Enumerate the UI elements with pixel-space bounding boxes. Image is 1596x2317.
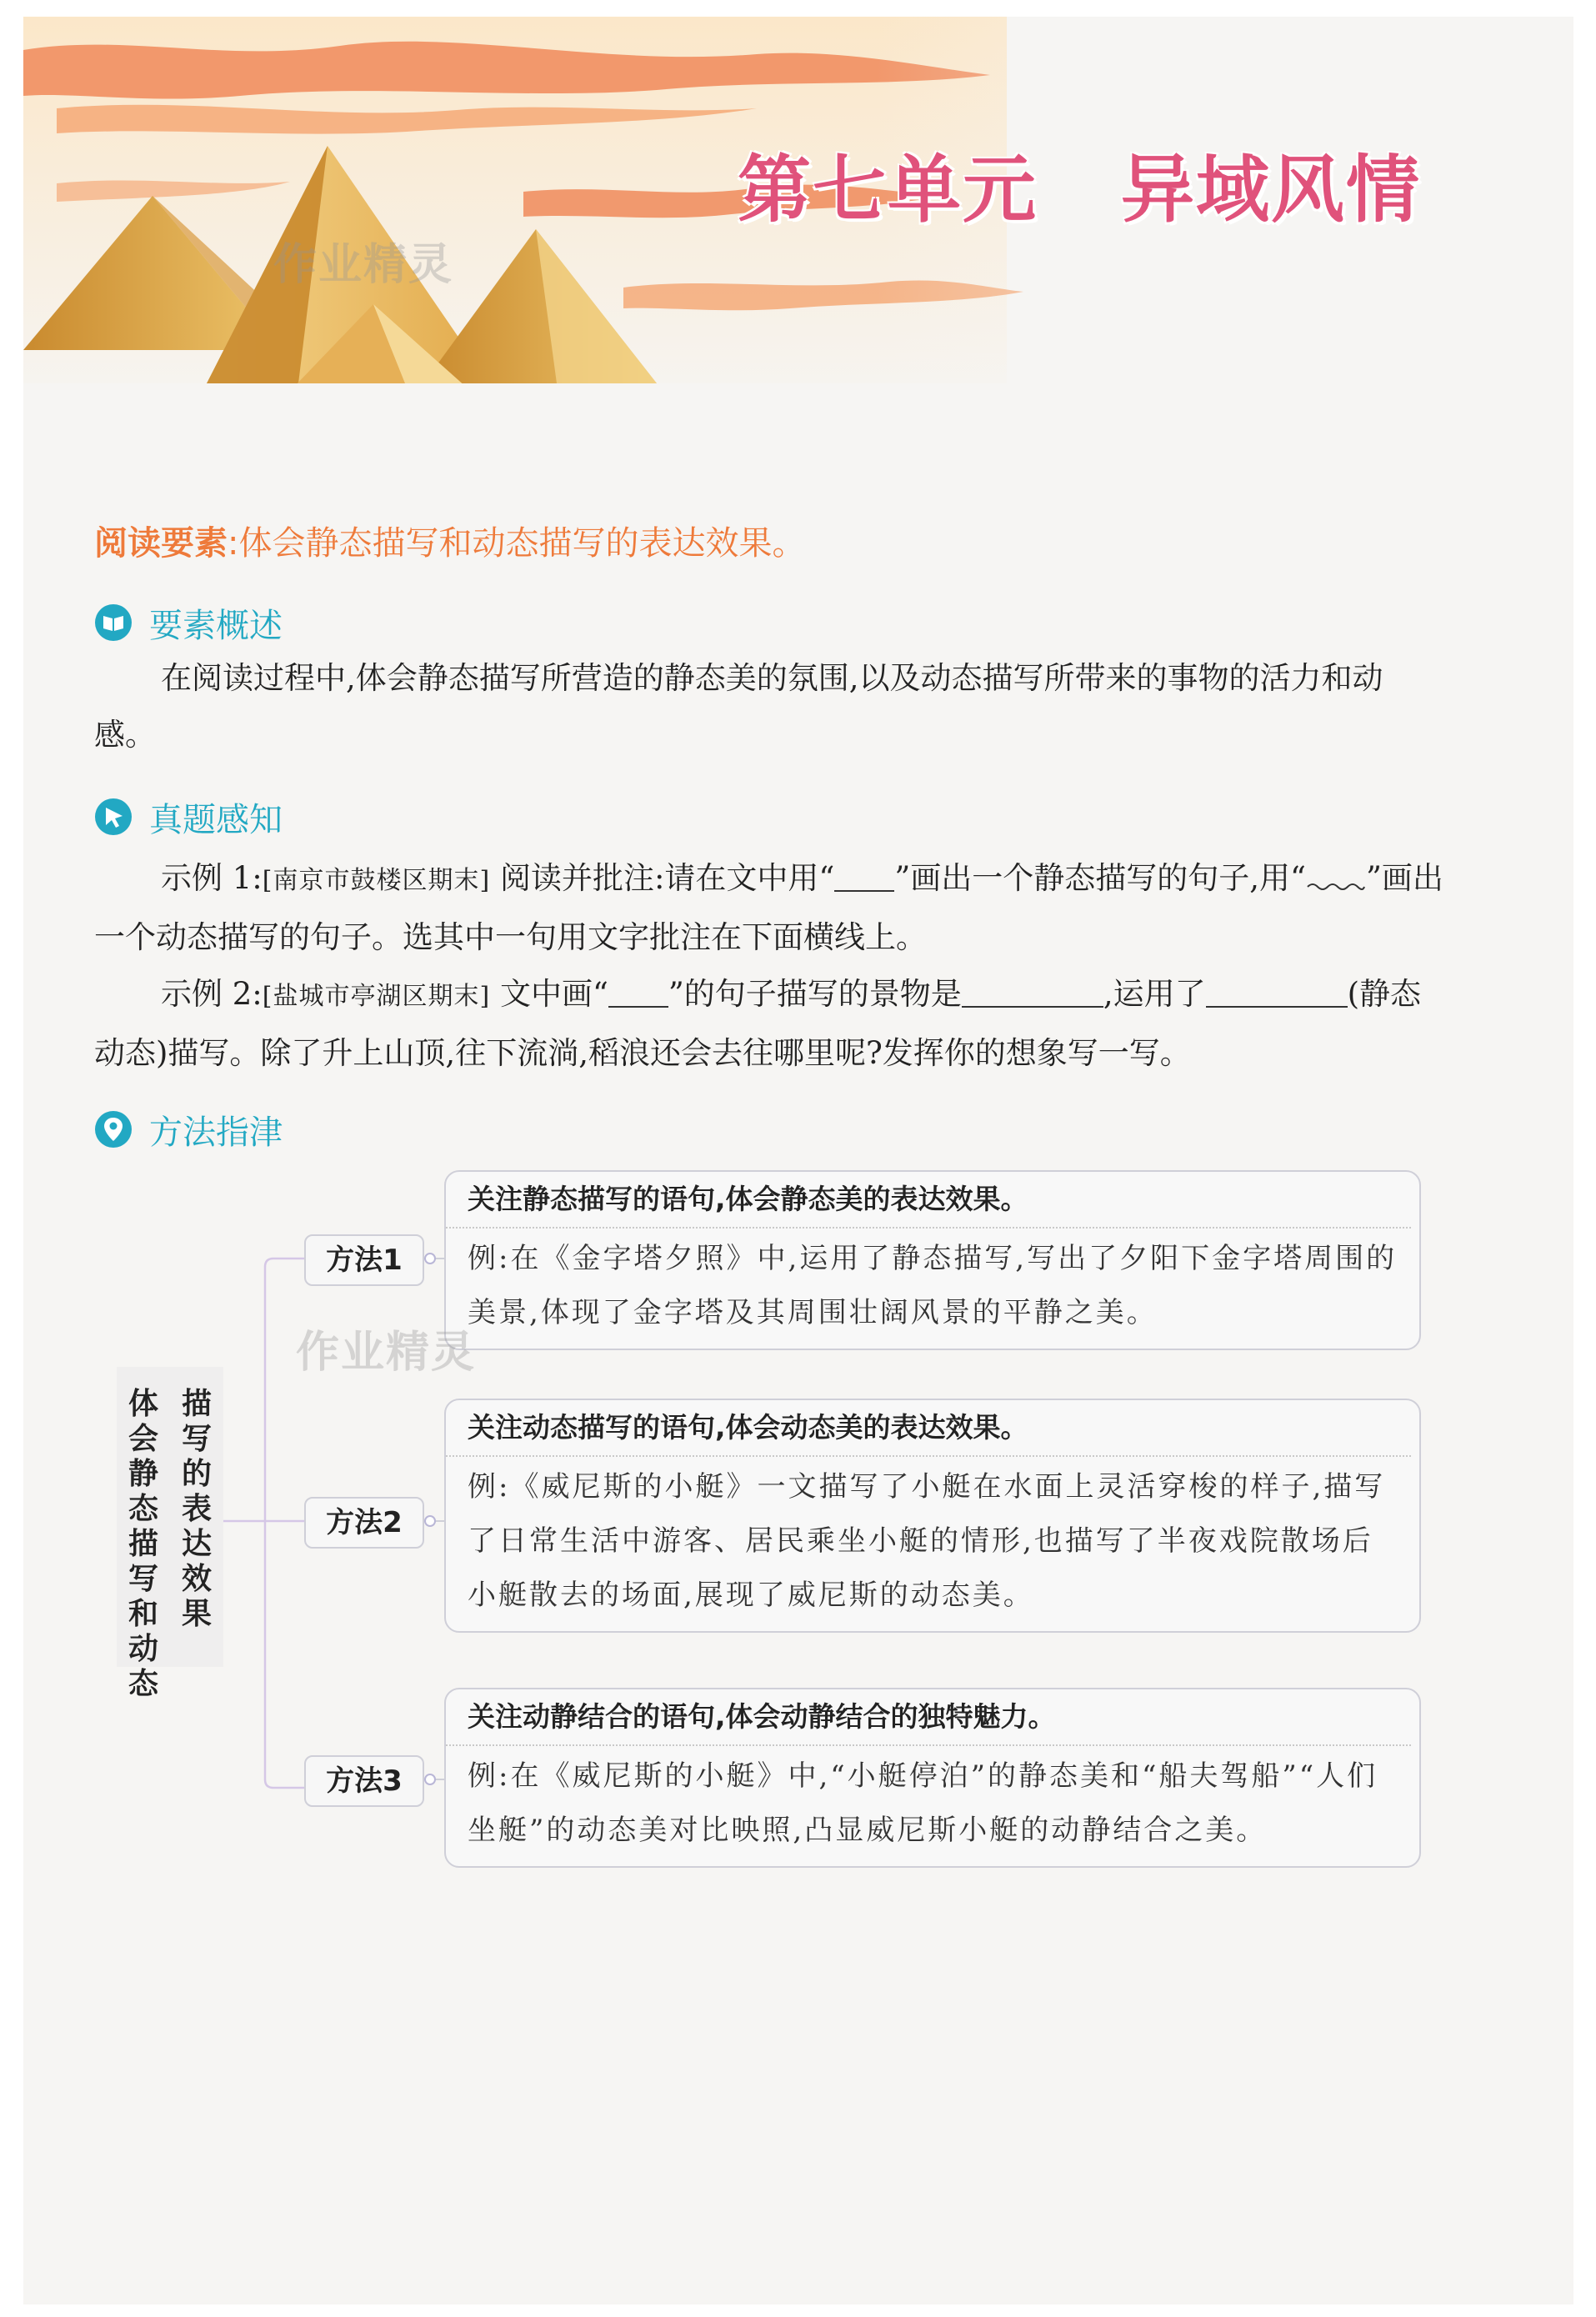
method-2-card [444,1399,1421,1633]
example-1-text-c: ”画出一个动态描写的句子。选其中一句用文字批注在下面横线上。 [94,860,1443,955]
example-1-source: [南京市鼓楼区期末] [262,866,491,895]
example-2-text-b: ”的句子描写的景物是 [668,976,962,1012]
method-3-title: 关注动静结合的语句,体会动静结合的独特魅力。 [446,1689,1411,1746]
reading-element-text: :体会静态描写和动态描写的表达效果。 [228,524,806,563]
method-1-example: 例:在《金字塔夕照》中,运用了静态描写,写出了夕阳下金字塔周围的美景,体现了金字塔及其周围壮阔风景的平静之美。 [468,1242,1398,1329]
example-2-text-d: (静态 动态)描写。除了升上山顶,往下流淌,稻浪还会去往哪里呢?发挥你的想象写一写。 [94,976,1422,1071]
method-1-card [444,1170,1421,1350]
method-2-label: 方法2 [304,1497,424,1549]
unit-number: 第七单元 [738,147,1038,233]
example-1-text-a: 阅读并批注:请在文中用“ [490,860,835,896]
example-1-label: 示例 1: [161,860,263,896]
reading-element-label: 阅读要素 [94,524,228,563]
connector-node [424,1774,436,1785]
overview-paragraph: 在阅读过程中,体会静态描写所营造的静态美的氛围,以及动态描写所带来的事物的活力和动感。 [94,660,1383,753]
example-2-text-a: 文中画“ [490,976,608,1012]
method-1-title: 关注静态描写的语句,体会静态美的表达效果。 [446,1172,1411,1229]
method-2-title: 关注动态描写的语句,体会动态美的表达效果。 [446,1400,1411,1457]
method-3-label: 方法3 [304,1755,424,1807]
method-3-example: 例:在《威尼斯的小艇》中,“小艇停泊”的静态美和“船夫驾船”“人们坐艇”的动态美对比映照,凸显威尼斯小艇的动静结合之美。 [468,1759,1378,1847]
example-2-source: [盐城市亭湖区期末] [262,982,491,1011]
section-overview-title: 要素概述 [149,606,283,645]
section-real-questions-title: 真题感知 [149,800,283,839]
connector-node [424,1515,436,1527]
mind-map-central-topic [117,1367,223,1701]
example-2-label: 示例 2: [161,976,263,1012]
watermark: 作业精灵 [296,1328,477,1378]
method-2-example: 例:《威尼斯的小艇》一文描写了小艇在水面上灵活穿梭的样子,描写了日常生活中游客、居民乘坐小艇的情形,也描写了半夜戏院散场后小艇散去的场面,展现了威尼斯的动态美。 [468,1470,1386,1612]
section-method-guide-title: 方法指津 [149,1113,283,1152]
watermark: 作业精灵 [273,240,454,290]
unit-theme: 异域风情 [1121,147,1422,233]
example-2-text-c: ,运用了 [1103,976,1206,1012]
method-1-label: 方法1 [304,1234,424,1286]
central-topic-line-1: 描写的表达效果 [181,1387,212,1631]
example-1-text-b: ”画出一个静态描写的句子,用“ [894,860,1306,896]
connector-node [424,1253,436,1264]
central-topic-line-2: 体会静态描写和动态 [128,1387,158,1701]
method-3-card [444,1688,1421,1868]
